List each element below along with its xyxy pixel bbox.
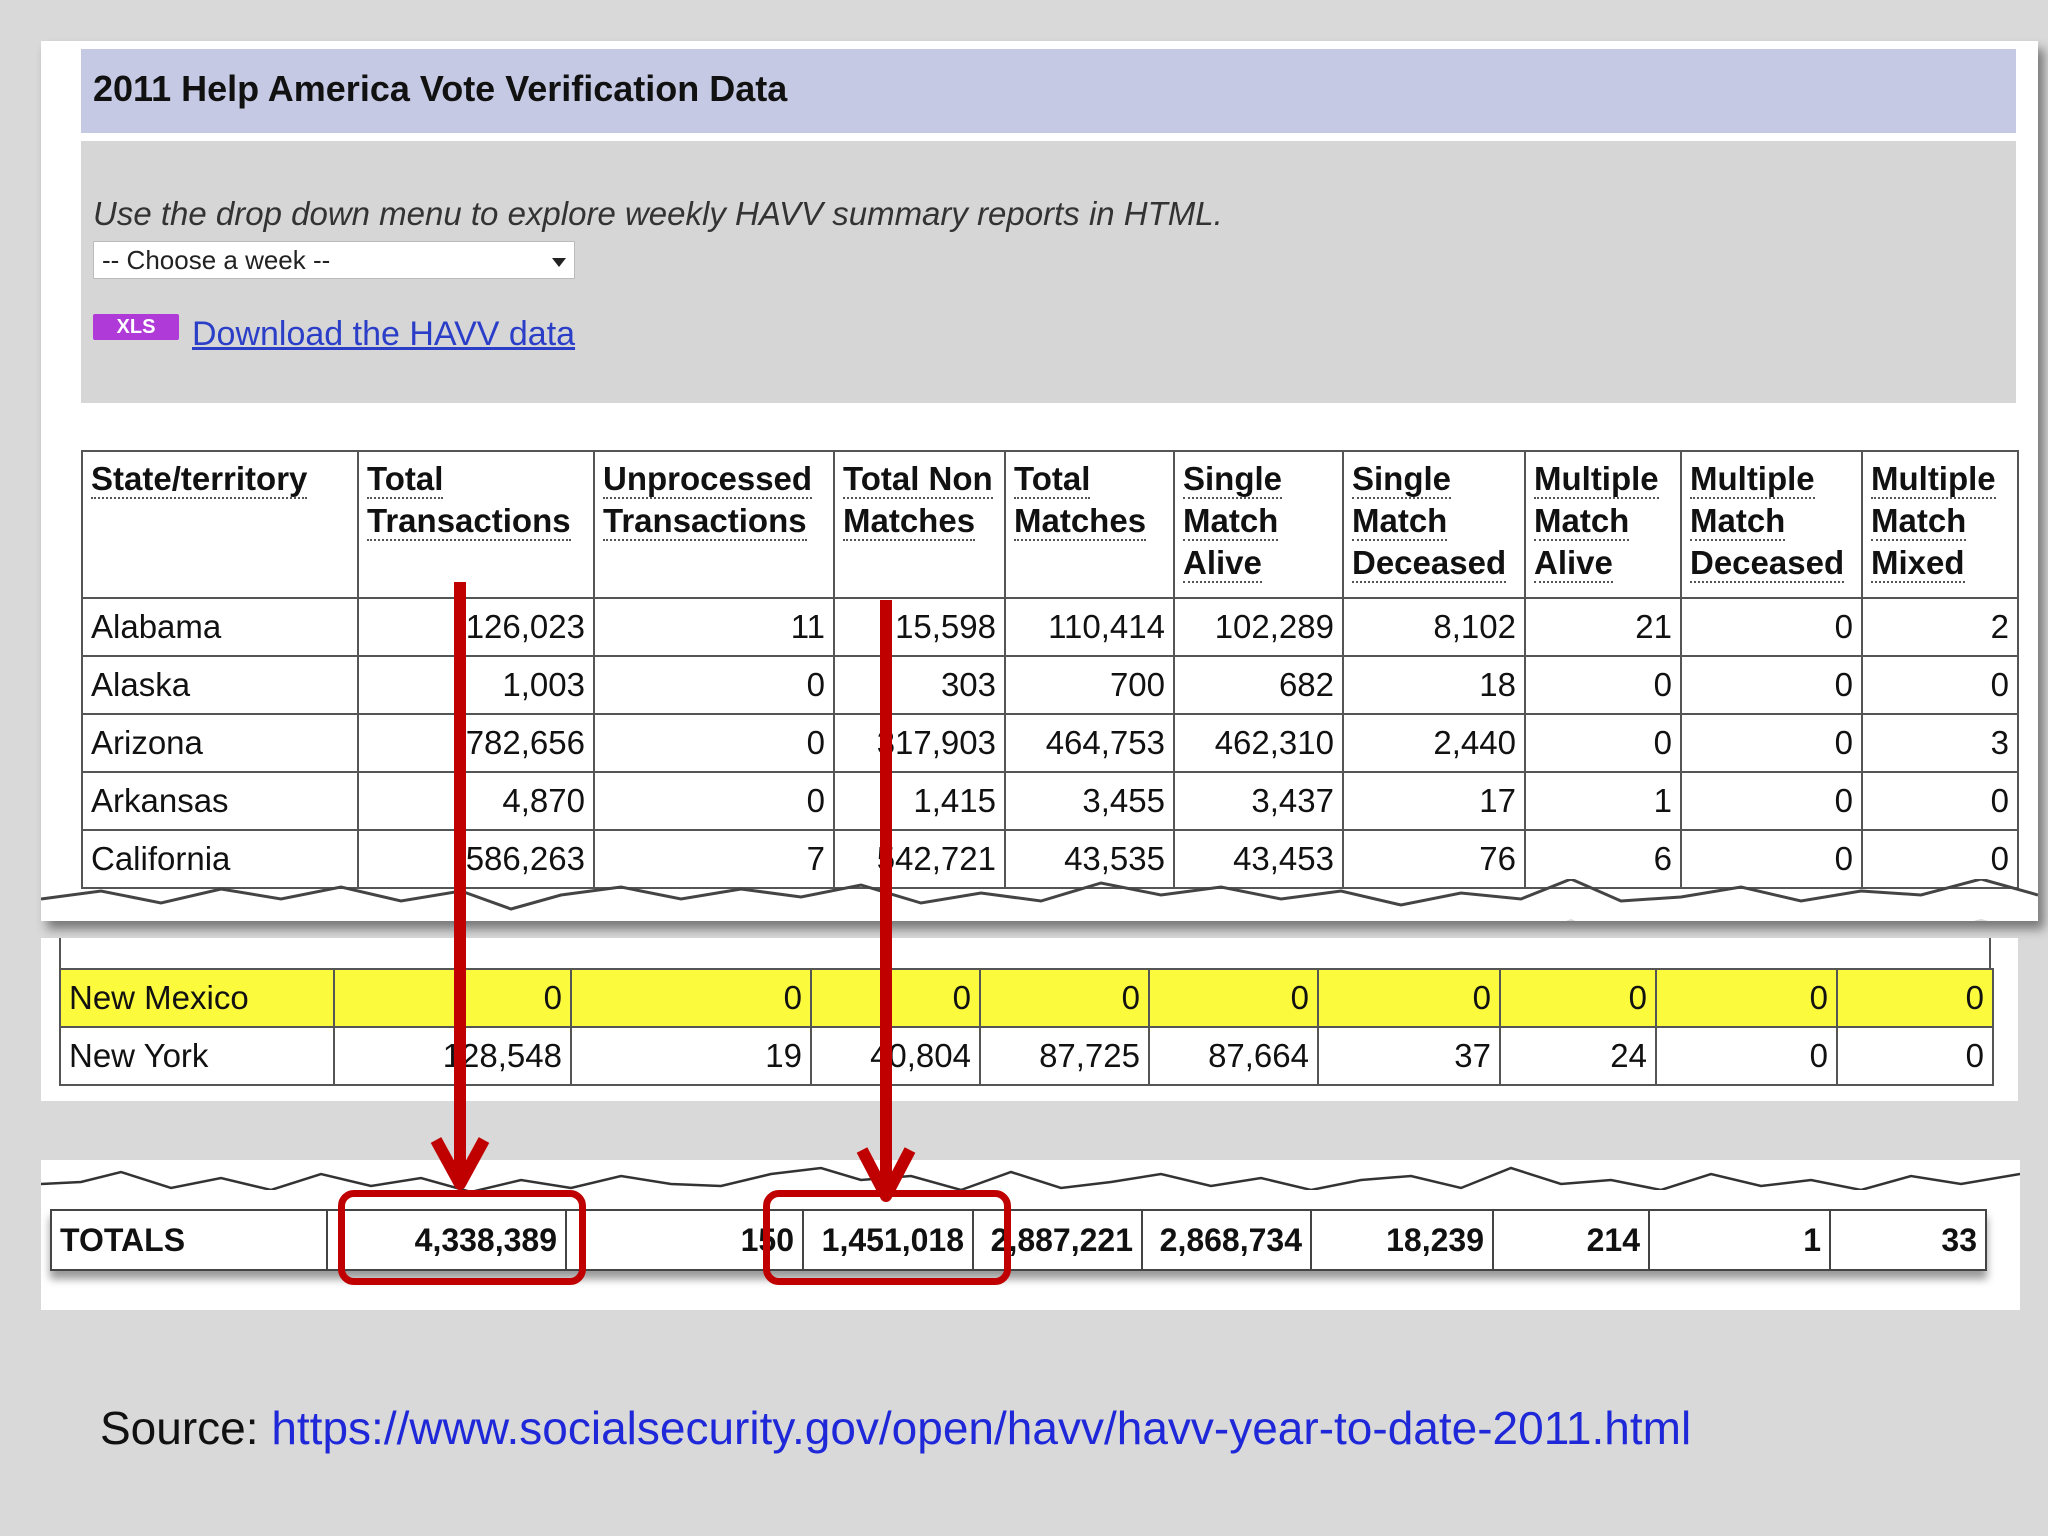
cell: 21: [1525, 598, 1681, 656]
cell: 0: [1656, 1027, 1837, 1085]
cell: 0: [1681, 830, 1862, 888]
cell: 0: [1318, 969, 1500, 1027]
cell: 0: [980, 969, 1149, 1027]
cell: 0: [1862, 830, 2018, 888]
week-dropdown[interactable]: [93, 241, 575, 279]
cell: 682: [1174, 656, 1343, 714]
cell: 33: [1830, 1210, 1986, 1270]
state-cell: California: [82, 830, 358, 888]
havv-table-middle: [59, 968, 1994, 1086]
column-header[interactable]: Single Match Deceased: [1343, 451, 1525, 598]
xls-file-icon[interactable]: [93, 314, 179, 340]
cell: 0: [594, 714, 834, 772]
cell: 0: [594, 656, 834, 714]
column-header[interactable]: Multiple Match Alive: [1525, 451, 1681, 598]
cell: 110,414: [1005, 598, 1174, 656]
cell: 0: [1681, 772, 1862, 830]
download-havv-link[interactable]: Download the HAVV data: [192, 315, 576, 353]
cell: 0: [1862, 656, 2018, 714]
column-header[interactable]: Total Transactions: [358, 451, 594, 598]
intro-text: Use the drop down menu to explore weekly HAVV summary reports in HTML.: [93, 195, 1223, 232]
havv-page-screenshot: [41, 41, 2038, 921]
state-cell: Arkansas: [82, 772, 358, 830]
cell: 2: [1862, 598, 2018, 656]
cell: 87,725: [980, 1027, 1149, 1085]
cell: 1: [1525, 772, 1681, 830]
cell: 0: [1525, 656, 1681, 714]
cell: 317,903: [834, 714, 1005, 772]
table-row: [82, 656, 2018, 714]
callout-total-non-matches: [763, 1190, 1011, 1285]
callout-total-transactions: [338, 1190, 586, 1285]
cell: 462,310: [1174, 714, 1343, 772]
cell: 1: [1649, 1210, 1830, 1270]
source-url-link[interactable]: https://www.socialsecurity.gov/open/havv/havv-year-to-date-2011.html: [271, 1402, 1692, 1454]
cell: 0: [1681, 656, 1862, 714]
cell: 43,453: [1174, 830, 1343, 888]
cell: 3: [1862, 714, 2018, 772]
state-cell: New Mexico: [60, 969, 334, 1027]
cell: 464,753: [1005, 714, 1174, 772]
cell: 126,023: [358, 598, 594, 656]
state-cell: New York: [60, 1027, 334, 1085]
table-row: [82, 714, 2018, 772]
torn-edge: [41, 879, 2038, 921]
cell: 1,415: [834, 772, 1005, 830]
cell: 3,455: [1005, 772, 1174, 830]
cell: 40,804: [811, 1027, 980, 1085]
column-header[interactable]: Unprocessed Transactions: [594, 451, 834, 598]
page-title: 2011 Help America Vote Verification Data: [93, 68, 788, 109]
cell: 0: [1681, 598, 1862, 656]
cell: 37: [1318, 1027, 1500, 1085]
column-header[interactable]: Multiple Match Mixed: [1862, 451, 2018, 598]
cell: 0: [811, 969, 980, 1027]
column-header[interactable]: Total Matches: [1005, 451, 1174, 598]
cell: 6: [1525, 830, 1681, 888]
table-row: [60, 969, 1993, 1027]
table-row: [60, 1027, 1993, 1085]
cell: 2,440: [1343, 714, 1525, 772]
cell: 76: [1343, 830, 1525, 888]
cell: 17: [1343, 772, 1525, 830]
cell: 303: [834, 656, 1005, 714]
cell: 102,289: [1174, 598, 1343, 656]
cell: 0: [594, 772, 834, 830]
cell: 214: [1493, 1210, 1649, 1270]
cell: 19: [571, 1027, 811, 1085]
cell: 15,598: [834, 598, 1005, 656]
total-non-matches-cell: 1,451,018: [803, 1210, 973, 1270]
cell: 1,003: [358, 656, 594, 714]
cell: 2,887,221: [973, 1210, 1142, 1270]
cell: 18,239: [1311, 1210, 1493, 1270]
cell: 0: [1681, 714, 1862, 772]
cell: 586,263: [358, 830, 594, 888]
chevron-down-icon: [552, 258, 566, 267]
cell: 700: [1005, 656, 1174, 714]
cell: 8,102: [1343, 598, 1525, 656]
cell: 87,664: [1149, 1027, 1318, 1085]
cell: 0: [1862, 772, 2018, 830]
source-citation: [100, 1401, 1691, 1455]
total-transactions-cell: 4,338,389: [327, 1210, 566, 1270]
cell: 0: [571, 969, 811, 1027]
state-cell: Alabama: [82, 598, 358, 656]
column-header[interactable]: Multiple Match Deceased: [1681, 451, 1862, 598]
source-label: Source:: [100, 1402, 272, 1454]
totals-label: TOTALS: [51, 1210, 327, 1270]
cell: 43,535: [1005, 830, 1174, 888]
cell: 0: [1837, 969, 1993, 1027]
cell: 0: [1656, 969, 1837, 1027]
state-cell: Alaska: [82, 656, 358, 714]
cell: 782,656: [358, 714, 594, 772]
table-header-row: [82, 451, 2018, 598]
column-header[interactable]: Single Match Alive: [1174, 451, 1343, 598]
cell: 150: [566, 1210, 803, 1270]
column-header[interactable]: State/territory: [82, 451, 358, 598]
state-cell: Arizona: [82, 714, 358, 772]
cell: 24: [1500, 1027, 1656, 1085]
havv-table-excerpt: [41, 938, 2018, 1101]
cell: 11: [594, 598, 834, 656]
cell: 2,868,734: [1142, 1210, 1311, 1270]
xls-badge-label: XLS: [116, 316, 156, 338]
table-row: [82, 598, 2018, 656]
table-row: [82, 772, 2018, 830]
cell: 18: [1343, 656, 1525, 714]
cell: 0: [1149, 969, 1318, 1027]
week-dropdown-value: -- Choose a week --: [102, 245, 331, 275]
torn-row-border: [59, 938, 1991, 968]
cell: 0: [1525, 714, 1681, 772]
cell: 0: [1500, 969, 1656, 1027]
cell: 0: [1837, 1027, 1993, 1085]
cell: 7: [594, 830, 834, 888]
cell: 128,548: [334, 1027, 571, 1085]
cell: 542,721: [834, 830, 1005, 888]
cell: 4,870: [358, 772, 594, 830]
cell: 3,437: [1174, 772, 1343, 830]
column-header[interactable]: Total Non Matches: [834, 451, 1005, 598]
cell: 0: [334, 969, 571, 1027]
havv-table: [81, 450, 2019, 889]
